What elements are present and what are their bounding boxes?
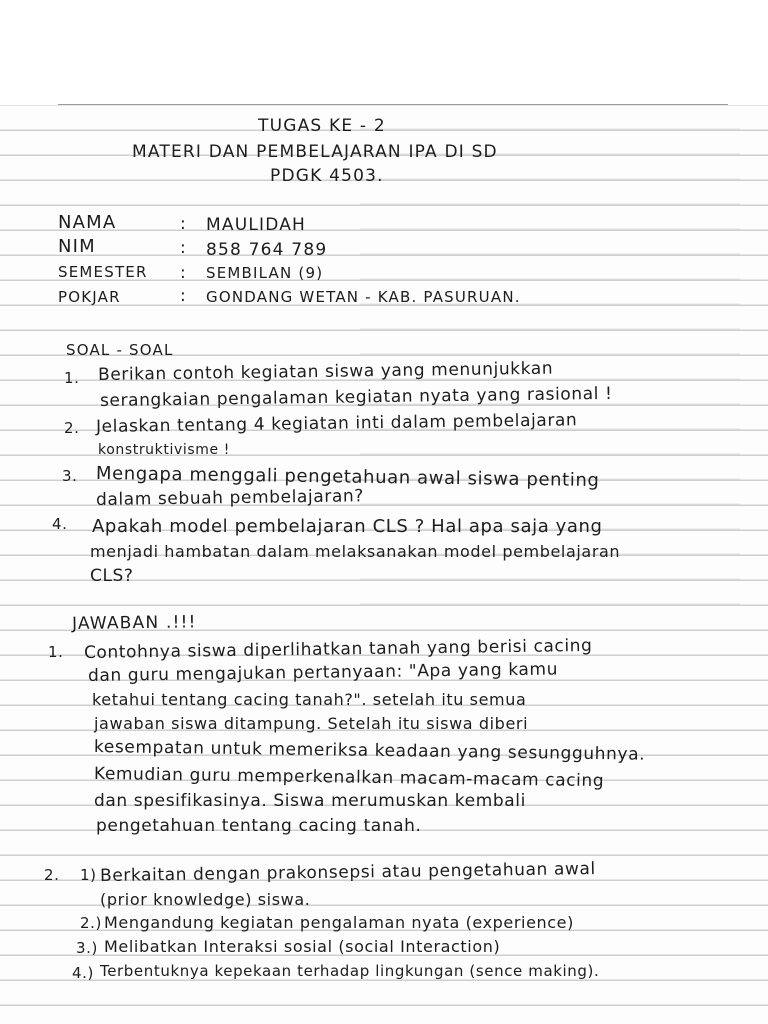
answer-line: ketahui tentang cacing tanah?". setelah itu semua xyxy=(92,690,527,709)
answers-heading: JAWABAN .!!! xyxy=(71,612,197,634)
identity-colon: : xyxy=(180,214,187,234)
identity-colon: : xyxy=(180,286,187,306)
question-number: 4. xyxy=(52,515,68,533)
answer-line: dan guru mengajukan pertanyaan: "Apa yang kamu xyxy=(87,659,559,686)
top-margin-line xyxy=(58,104,728,105)
sub-item-number: 2.) xyxy=(80,914,102,932)
question-number: 2. xyxy=(64,419,80,437)
question-number: 3. xyxy=(62,467,78,485)
answer-number: 1. xyxy=(48,643,64,661)
answer-line: Mengandung kegiatan pengalaman nyata (experience) xyxy=(104,913,574,932)
question-number: 1. xyxy=(64,369,80,387)
sub-item-number: 4.) xyxy=(72,964,94,982)
identity-value: 858 764 789 xyxy=(206,240,328,260)
question-line: Apakah model pembelajaran CLS ? Hal apa saja yang xyxy=(92,516,603,537)
identity-label: NAMA xyxy=(58,212,117,233)
course-code: PDGK 4503. xyxy=(270,166,384,186)
identity-value: SEMBILAN (9) xyxy=(206,264,324,282)
identity-label: SEMESTER xyxy=(58,263,148,281)
answer-line: Melibatkan Interaksi sosial (social Interaction) xyxy=(104,937,501,956)
answer-line: jawaban siswa ditampung. Setelah itu siswa diberi xyxy=(94,714,529,733)
sub-item-number: 3.) xyxy=(76,939,98,957)
answer-line: Berkaitan dengan prakonsepsi atau pengetahuan awal xyxy=(99,859,596,886)
question-line: CLS? xyxy=(90,566,134,586)
identity-label: POKJAR xyxy=(58,288,121,306)
answer-line: kesempatan untuk memeriksa keadaan yang sesungguhnya. xyxy=(93,737,646,765)
question-line: Jelaskan tentang 4 kegiatan inti dalam pembelajaran xyxy=(95,410,578,437)
identity-colon: : xyxy=(180,238,187,258)
questions-heading: SOAL - SOAL xyxy=(66,341,174,359)
question-line: Mengapa menggali pengetahuan awal siswa penting xyxy=(95,463,600,492)
answer-line: pengetahuan tentang cacing tanah. xyxy=(96,816,422,836)
answer-line: Terbentuknya kepekaan terhadap lingkungan (sence making). xyxy=(100,962,600,980)
question-line: Berikan contoh kegiatan siswa yang menunjukkan xyxy=(97,358,554,385)
identity-value: MAULIDAH xyxy=(206,215,307,235)
answer-number: 2. xyxy=(44,866,60,884)
sub-item-number: 1) xyxy=(80,866,97,884)
question-line: menjadi hambatan dalam melaksanakan model pembelajaran xyxy=(90,542,621,561)
answer-line: dan spesifikasinya. Siswa merumuskan kembali xyxy=(94,791,526,811)
answer-line: Kemudian guru memperkenalkan macam-macam cacing xyxy=(93,764,605,792)
identity-label: NIM xyxy=(58,236,96,257)
answer-line: Contohnya siswa diperlihatkan tanah yang berisi cacing xyxy=(83,635,593,663)
subject-title: MATERI DAN PEMBELAJARAN IPA DI SD xyxy=(132,142,498,162)
identity-colon: : xyxy=(180,263,187,283)
question-line: serangkaian pengalaman kegiatan nyata yang rasional ! xyxy=(99,383,613,411)
question-line: dalam sebuah pembelajaran? xyxy=(95,486,365,510)
assignment-title: TUGAS KE - 2 xyxy=(258,116,386,136)
identity-value: GONDANG WETAN - KAB. PASURUAN. xyxy=(206,288,521,306)
question-line: konstruktivisme ! xyxy=(98,442,230,458)
answer-line: (prior knowledge) siswa. xyxy=(100,890,311,909)
